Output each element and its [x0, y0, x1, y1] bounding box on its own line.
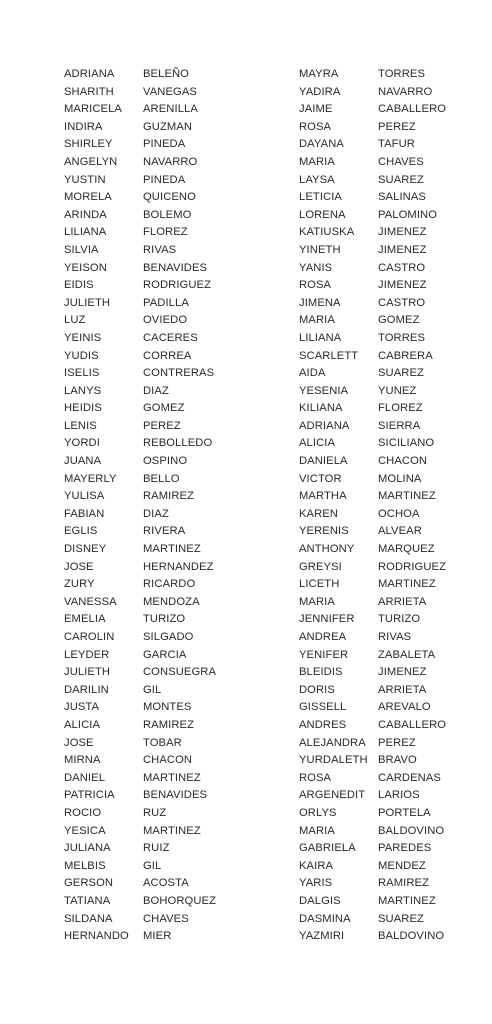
- last-name-cell: ARRIETA: [378, 595, 427, 608]
- first-name-cell: FABIAN: [64, 507, 105, 520]
- left-first-name-column: [64, 66, 129, 946]
- first-name-cell: YEINIS: [64, 331, 102, 344]
- last-name-cell: SIERRA: [378, 419, 421, 432]
- last-name-cell: SUAREZ: [378, 173, 424, 186]
- last-name-cell: BOHORQUEZ: [143, 894, 217, 907]
- first-name-cell: JIMENA: [299, 296, 341, 309]
- last-name-cell: MARTINEZ: [143, 543, 201, 556]
- first-name-cell: ROSA: [299, 279, 332, 292]
- last-name-cell: CARDENAS: [378, 771, 441, 784]
- first-name-cell: ANDREA: [299, 631, 347, 643]
- last-name-cell: RODRIGUEZ: [378, 560, 447, 573]
- last-name-cell: PINEDA: [143, 173, 186, 186]
- last-name-cell: OSPINO: [143, 455, 188, 468]
- first-name-cell: ROSA: [299, 120, 332, 133]
- first-name-cell: KAIRA: [299, 859, 334, 872]
- first-name-cell: ADRIANA: [64, 68, 115, 80]
- last-name-cell: CONSUEGRA: [143, 666, 217, 679]
- first-name-cell: HEIDIS: [64, 402, 102, 415]
- first-name-cell: ALICIA: [299, 437, 336, 450]
- first-name-cell: DORIS: [299, 683, 335, 696]
- first-name-cell: ADRIANA: [299, 419, 350, 432]
- last-name-cell: BRAVO: [378, 754, 417, 767]
- first-name-cell: LENIS: [64, 419, 97, 432]
- first-name-cell: GABRIELA: [299, 842, 356, 855]
- first-name-cell: SHARITH: [64, 85, 114, 98]
- first-name-cell: GERSON: [64, 877, 114, 890]
- last-name-cell: CASTRO: [378, 296, 426, 309]
- last-name-cell: AREVALO: [378, 701, 431, 714]
- last-name-cell: MARQUEZ: [378, 543, 435, 556]
- last-name-cell: SUAREZ: [378, 367, 424, 380]
- first-name-cell: JENNIFER: [299, 613, 355, 626]
- last-name-cell: GIL: [143, 683, 162, 696]
- first-name-cell: EIDIS: [64, 279, 94, 292]
- last-name-cell: RAMIREZ: [143, 490, 195, 503]
- last-name-cell: RUZ: [143, 806, 167, 819]
- first-name-cell: ROCIO: [64, 806, 102, 819]
- last-name-cell: OCHOA: [378, 507, 420, 520]
- last-name-cell: PAREDES: [378, 842, 432, 855]
- first-name-cell: YURDALETH: [299, 754, 368, 767]
- last-name-cell: MARTINEZ: [143, 771, 201, 784]
- last-name-cell: BALDOVINO: [378, 930, 445, 943]
- first-name-cell: MARTHA: [299, 490, 347, 503]
- first-name-cell: ISELIS: [64, 367, 100, 380]
- last-name-cell: ARRIETA: [378, 683, 427, 696]
- last-name-cell: MOLINA: [378, 472, 422, 485]
- first-name-cell: JUSTA: [64, 701, 100, 714]
- last-name-cell: GUZMAN: [143, 120, 193, 133]
- last-name-cell: CORREA: [143, 349, 192, 362]
- first-name-cell: MAYERLY: [64, 472, 117, 485]
- last-name-cell: DIAZ: [143, 507, 169, 520]
- last-name-cell: PEREZ: [378, 120, 416, 133]
- last-name-cell: MARTINEZ: [378, 578, 436, 591]
- first-name-cell: ANDRES: [299, 718, 347, 731]
- first-name-cell: LAYSA: [299, 173, 335, 186]
- last-name-cell: REBOLLEDO: [143, 437, 213, 450]
- first-name-cell: PATRICIA: [64, 789, 115, 802]
- last-name-cell: PEREZ: [378, 736, 416, 749]
- first-name-cell: MELBIS: [64, 859, 106, 872]
- first-name-cell: JULIETH: [64, 296, 111, 309]
- first-name-cell: DISNEY: [64, 543, 107, 556]
- last-name-cell: TORRES: [378, 331, 426, 344]
- last-name-cell: GOMEZ: [378, 314, 420, 327]
- last-name-cell: TURIZO: [143, 613, 186, 626]
- last-name-cell: DIAZ: [143, 384, 169, 397]
- last-name-cell: CHAVES: [143, 912, 189, 925]
- last-name-cell: VANEGAS: [143, 85, 197, 98]
- first-name-cell: YORDI: [64, 437, 100, 450]
- last-name-cell: TOBAR: [143, 736, 182, 749]
- first-name-cell: JUANA: [64, 455, 102, 468]
- last-name-cell: LARIOS: [378, 789, 420, 802]
- last-name-cell: BELLO: [143, 472, 180, 485]
- last-name-cell: NAVARRO: [378, 85, 433, 98]
- first-name-cell: YUDIS: [64, 349, 99, 362]
- last-name-cell: TORRES: [378, 68, 426, 80]
- first-name-cell: ANGELYN: [64, 155, 118, 168]
- last-name-cell: CHACON: [378, 455, 428, 468]
- first-name-cell: LUZ: [64, 314, 86, 327]
- first-name-cell: AIDA: [299, 367, 326, 380]
- first-name-cell: KATIUSKA: [299, 226, 355, 239]
- last-name-cell: JIMENEZ: [378, 666, 427, 679]
- last-name-cell: BELEÑO: [143, 68, 189, 80]
- first-name-cell: LILIANA: [299, 331, 342, 344]
- last-name-cell: BALDOVINO: [378, 824, 445, 837]
- last-name-cell: MENDOZA: [143, 595, 200, 608]
- last-name-cell: FLOREZ: [378, 402, 423, 415]
- last-name-cell: MENDEZ: [378, 859, 426, 872]
- first-name-cell: YAZMIRI: [299, 930, 345, 943]
- last-name-cell: BOLEMO: [143, 208, 192, 221]
- first-name-cell: SILVIA: [64, 243, 99, 256]
- last-name-cell: QUICENO: [143, 191, 196, 204]
- last-name-cell: MONTES: [143, 701, 192, 714]
- last-name-cell: JIMENEZ: [378, 226, 427, 239]
- first-name-cell: TATIANA: [64, 894, 111, 907]
- last-name-cell: MARTINEZ: [143, 824, 201, 837]
- last-name-cell: OVIEDO: [143, 314, 188, 327]
- first-name-cell: SILDANA: [64, 912, 113, 925]
- first-name-cell: ROSA: [299, 771, 332, 784]
- last-name-cell: TAFUR: [378, 138, 415, 151]
- last-name-cell: PALOMINO: [378, 208, 438, 221]
- first-name-cell: LICETH: [299, 578, 340, 591]
- last-name-cell: RODRIGUEZ: [143, 279, 212, 292]
- first-name-cell: ARINDA: [64, 208, 107, 221]
- first-name-cell: DANIEL: [64, 771, 106, 784]
- first-name-cell: MARIA: [299, 314, 335, 327]
- first-name-cell: ARGENEDIT: [299, 789, 366, 802]
- first-name-cell: MIRNA: [64, 754, 101, 767]
- last-name-cell: GOMEZ: [143, 402, 185, 415]
- last-name-cell: SUAREZ: [378, 912, 424, 925]
- first-name-cell: YENIFER: [299, 648, 349, 661]
- last-name-cell: GARCIA: [143, 648, 187, 661]
- last-name-cell: ARENILLA: [143, 103, 198, 116]
- first-name-cell: DARILIN: [64, 683, 109, 696]
- last-name-cell: PORTELA: [378, 806, 431, 819]
- first-name-cell: MAYRA: [299, 68, 339, 80]
- last-name-cell: CASTRO: [378, 261, 426, 274]
- first-name-cell: LETICIA: [299, 191, 342, 204]
- first-name-cell: ZURY: [64, 578, 95, 591]
- first-name-cell: LORENA: [299, 208, 346, 221]
- first-name-cell: DANIELA: [299, 455, 348, 468]
- first-name-cell: YULISA: [64, 490, 105, 503]
- last-name-cell: TURIZO: [378, 613, 421, 626]
- last-name-cell: RIVERA: [143, 525, 186, 538]
- last-name-cell: ACOSTA: [143, 877, 189, 890]
- right-last-name-column: [378, 66, 446, 946]
- first-name-cell: YUSTIN: [64, 173, 106, 186]
- first-name-cell: JOSE: [64, 736, 94, 749]
- first-name-cell: JULIETH: [64, 666, 111, 679]
- last-name-cell: NAVARRO: [143, 155, 198, 168]
- last-name-cell: CONTRERAS: [143, 367, 215, 380]
- first-name-cell: ORLYS: [299, 806, 337, 819]
- first-name-cell: EGLIS: [64, 525, 98, 538]
- first-name-cell: YANIS: [299, 261, 333, 274]
- last-name-cell: FLOREZ: [143, 226, 188, 239]
- first-name-cell: SCARLETT: [299, 349, 359, 362]
- first-name-cell: SHIRLEY: [64, 138, 113, 151]
- last-name-cell: ALVEAR: [378, 525, 422, 538]
- first-name-cell: DALGIS: [299, 894, 341, 907]
- first-name-cell: CAROLIN: [64, 631, 115, 643]
- first-name-cell: JAIME: [299, 103, 333, 116]
- first-name-cell: MARIA: [299, 595, 335, 608]
- first-name-cell: LEYDER: [64, 648, 110, 661]
- first-name-cell: MARICELA: [64, 103, 122, 116]
- first-name-cell: YESENIA: [299, 384, 349, 397]
- first-name-cell: MORELA: [64, 191, 112, 204]
- last-name-cell: ZABALETA: [378, 648, 436, 661]
- last-name-cell: GIL: [143, 859, 162, 872]
- first-name-cell: KAREN: [299, 507, 339, 520]
- first-name-cell: DAYANA: [299, 138, 344, 151]
- last-name-cell: JIMENEZ: [378, 279, 427, 292]
- last-name-cell: SICILIANO: [378, 437, 435, 450]
- last-name-cell: MARTINEZ: [378, 490, 436, 503]
- right-first-name-column: [299, 66, 368, 946]
- last-name-cell: YUNEZ: [378, 384, 417, 397]
- first-name-cell: LILIANA: [64, 226, 107, 239]
- last-name-cell: RIVAS: [143, 243, 177, 256]
- last-name-cell: JIMENEZ: [378, 243, 427, 256]
- first-name-cell: ALICIA: [64, 718, 101, 731]
- last-name-cell: CHAVES: [378, 155, 424, 168]
- first-name-cell: YINETH: [299, 243, 341, 256]
- first-name-cell: GISSELL: [299, 701, 347, 714]
- first-name-cell: JOSE: [64, 560, 94, 573]
- first-name-cell: JULIANA: [64, 842, 111, 855]
- first-name-cell: LANYS: [64, 384, 102, 397]
- last-name-cell: MARTINEZ: [378, 894, 436, 907]
- first-name-cell: YERENIS: [299, 525, 349, 538]
- last-name-cell: RICARDO: [143, 578, 196, 591]
- last-name-cell: RUIZ: [143, 842, 170, 855]
- last-name-cell: CHACON: [143, 754, 193, 767]
- last-name-cell: RAMIREZ: [143, 718, 195, 731]
- last-name-cell: SILGADO: [143, 631, 194, 643]
- last-name-cell: CABALLERO: [378, 103, 447, 116]
- last-name-cell: CACERES: [143, 331, 198, 344]
- first-name-cell: YEISON: [64, 261, 107, 274]
- first-name-cell: YADIRA: [299, 85, 341, 98]
- first-name-cell: ALEJANDRA: [299, 736, 366, 749]
- first-name-cell: BLEIDIS: [299, 666, 343, 679]
- last-name-cell: BENAVIDES: [143, 261, 208, 274]
- left-last-name-column: [143, 66, 216, 946]
- last-name-cell: HERNANDEZ: [143, 560, 214, 573]
- last-name-cell: PADILLA: [143, 296, 189, 309]
- first-name-cell: HERNANDO: [64, 930, 129, 943]
- last-name-cell: CABRERA: [378, 349, 433, 362]
- first-name-cell: GREYSI: [299, 560, 342, 573]
- last-name-cell: CABALLERO: [378, 718, 447, 731]
- first-name-cell: MARIA: [299, 155, 335, 168]
- first-name-cell: YARIS: [299, 877, 333, 890]
- last-name-cell: PEREZ: [143, 419, 181, 432]
- first-name-cell: VANESSA: [64, 595, 117, 608]
- first-name-cell: KILIANA: [299, 402, 343, 415]
- last-name-cell: RAMIREZ: [378, 877, 430, 890]
- last-name-cell: MIER: [143, 930, 172, 943]
- first-name-cell: DASMINA: [299, 912, 351, 925]
- last-name-cell: PINEDA: [143, 138, 186, 151]
- last-name-cell: BENAVIDES: [143, 789, 208, 802]
- first-name-cell: VICTOR: [299, 472, 342, 485]
- last-name-cell: RIVAS: [378, 631, 412, 643]
- first-name-cell: MARIA: [299, 824, 335, 837]
- first-name-cell: EMELIA: [64, 613, 106, 626]
- last-name-cell: SALINAS: [378, 191, 426, 204]
- first-name-cell: INDIRA: [64, 120, 103, 133]
- first-name-cell: YESICA: [64, 824, 106, 837]
- first-name-cell: ANTHONY: [299, 543, 355, 556]
